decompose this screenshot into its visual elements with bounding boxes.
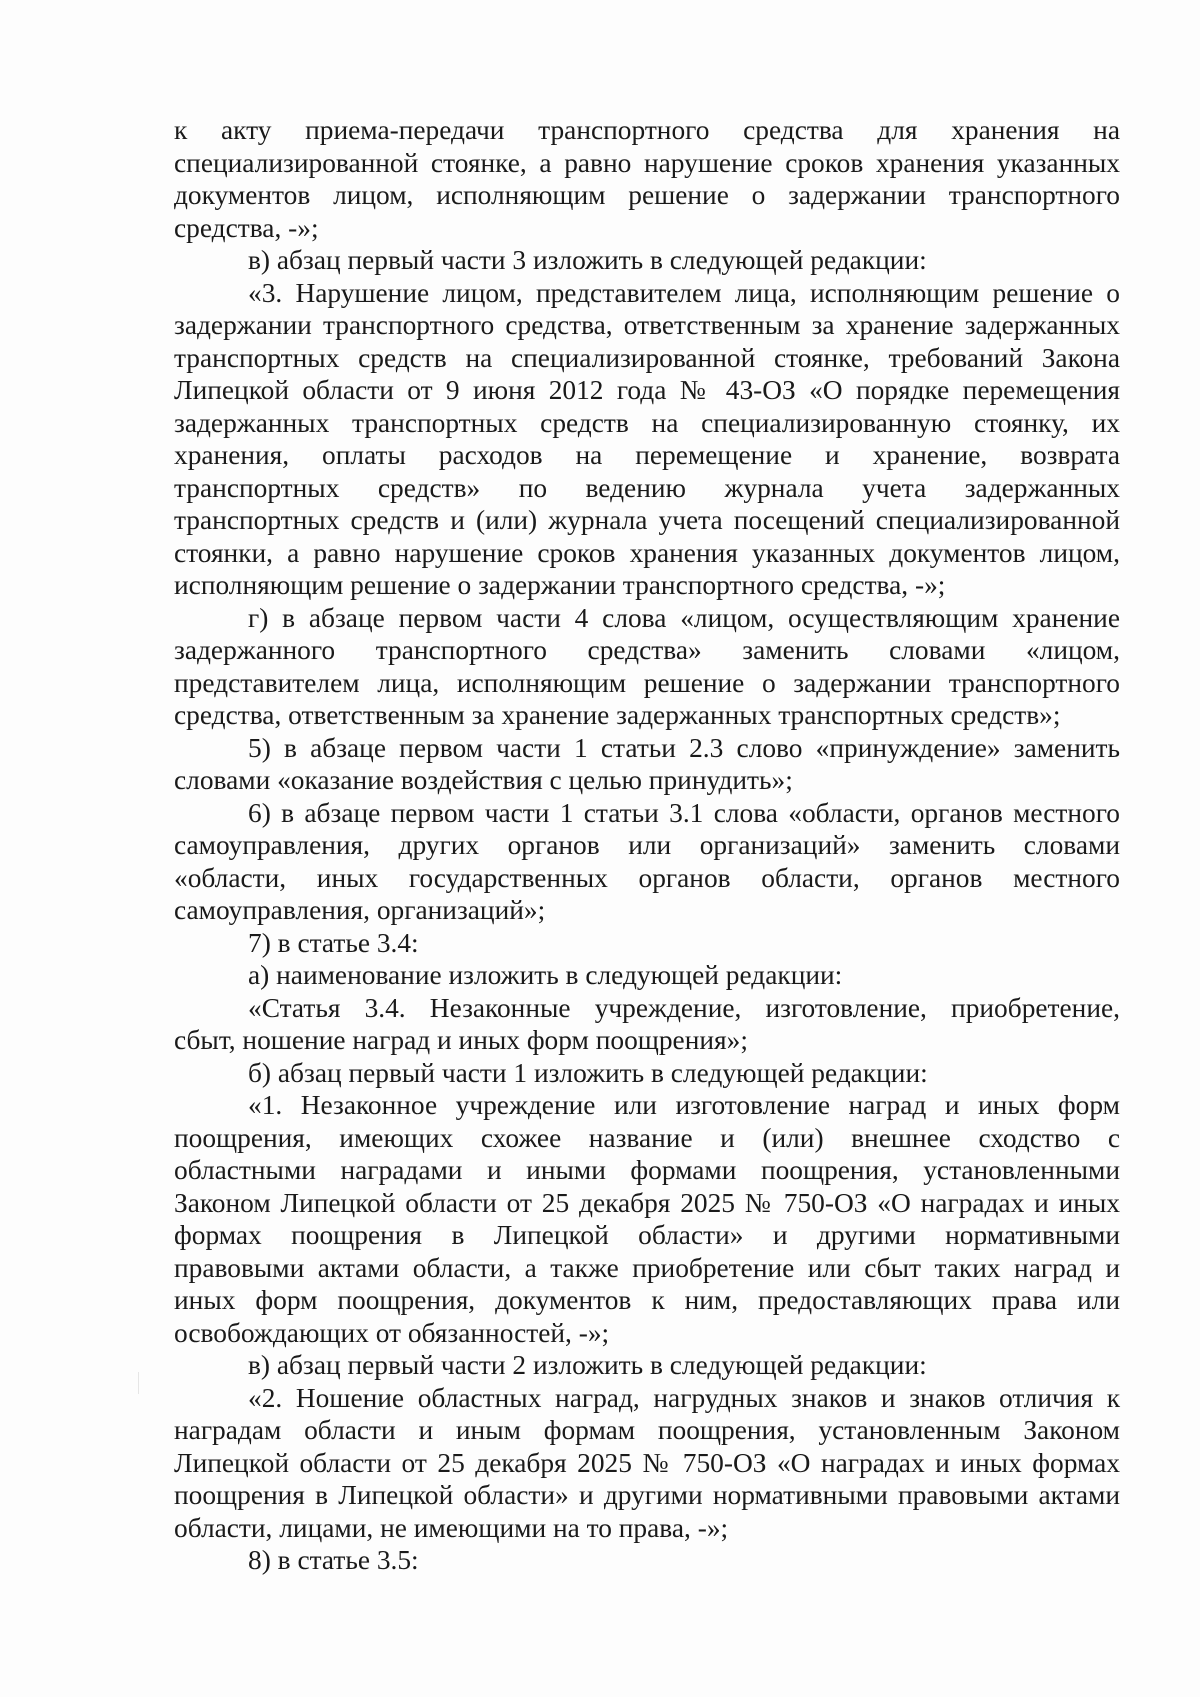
document-line: самоуправления, других органов или организаций» заменить словами	[174, 830, 1120, 860]
document-line: самоуправления, организаций»;	[174, 895, 546, 925]
document-line: к акту приема-передачи транспортного средства для хранения на	[174, 115, 1120, 145]
document-line: 8) в статье 3.5:	[248, 1545, 419, 1575]
document-line: задержанного транспортного средства» заменить словами «лицом,	[174, 635, 1120, 665]
document-line: освобождающих от обязанностей, -»;	[174, 1317, 610, 1348]
document-line: областными наградами и иными формами поощрения, установленными	[174, 1155, 1120, 1185]
document-line: наградам области и иным формам поощрения, установленным Законом	[174, 1415, 1120, 1445]
document-line: правовыми актами области, а также приобретение или сбыт таких наград и	[174, 1252, 1120, 1283]
document-line: в) абзац первый части 2 изложить в следующей редакции:	[248, 1350, 927, 1380]
document-line: области, лицами, не имеющими на то права, -»;	[174, 1512, 729, 1543]
document-line: Законом Липецкой области от 25 декабря 2025 № 750-ОЗ «О наградах и иных	[174, 1187, 1120, 1218]
document-line: средства, -»;	[174, 212, 319, 243]
document-line: формах поощрения в Липецкой области» и другими нормативными	[174, 1220, 1120, 1250]
document-line: 7) в статье 3.4:	[248, 927, 419, 958]
document-line: поощрения, имеющих схожее название и (или) внешнее сходство с	[174, 1122, 1120, 1153]
document-line: специализированной стоянке, а равно нарушение сроков хранения указанных	[174, 147, 1120, 178]
document-line: задержании транспортного средства, ответственным за хранение задержанных	[174, 310, 1120, 340]
document-line: стоянки, а равно нарушение сроков хранения указанных документов лицом,	[174, 537, 1120, 568]
document-line: хранения, оплаты расходов на перемещение и хранение, возврата	[174, 440, 1120, 470]
document-line: средства, ответственным за хранение задержанных транспортных средств»;	[174, 700, 1061, 730]
document-line: документов лицом, исполняющим решение о задержании транспортного	[174, 180, 1120, 210]
document-line: транспортных средств» по ведению журнала учета задержанных	[174, 472, 1120, 503]
document-line: «3. Нарушение лицом, представителем лица, исполняющим решение о	[248, 277, 1120, 308]
document-line: поощрения в Липецкой области» и другими нормативными правовыми актами	[174, 1480, 1120, 1510]
document-line: «1. Незаконное учреждение или изготовление наград и иных форм	[248, 1090, 1120, 1120]
document-line: 6) в абзаце первом части 1 статьи 3.1 слова «области, органов местного	[248, 797, 1120, 828]
document-line: 5) в абзаце первом части 1 статьи 2.3 слово «принуждение» заменить	[248, 732, 1120, 763]
document-line: транспортных средств и (или) журнала учета посещений специализированной	[174, 505, 1120, 535]
scan-artifact	[138, 1372, 139, 1394]
document-line: б) абзац первый части 1 изложить в следующей редакции:	[248, 1057, 928, 1088]
document-line: транспортных средств на специализированной стоянке, требований Закона	[174, 342, 1120, 373]
document-line: словами «оказание воздействия с целью принудить»;	[174, 765, 793, 795]
document-line: «2. Ношение областных наград, нагрудных знаков и знаков отличия к	[248, 1382, 1120, 1413]
document-line: иных форм поощрения, документов к ним, предоставляющих права или	[174, 1285, 1120, 1315]
document-body	[174, 114, 1120, 1577]
document-line: задержанных транспортных средств на специализированную стоянку, их	[174, 407, 1120, 438]
document-line: представителем лица, исполняющим решение о задержании транспортного	[174, 667, 1120, 698]
document-line: «Статья 3.4. Незаконные учреждение, изготовление, приобретение,	[248, 992, 1120, 1023]
document-line: Липецкой области от 25 декабря 2025 № 750-ОЗ «О наградах и иных формах	[174, 1447, 1120, 1478]
document-line: г) в абзаце первом части 4 слова «лицом, осуществляющим хранение	[248, 602, 1120, 633]
document-line: сбыт, ношение наград и иных форм поощрения»;	[174, 1025, 748, 1055]
document-line: «области, иных государственных органов области, органов местного	[174, 862, 1120, 893]
document-line: исполняющим решение о задержании транспортного средства, -»;	[174, 570, 946, 600]
document-line: а) наименование изложить в следующей редакции:	[248, 960, 843, 990]
document-line: Липецкой области от 9 июня 2012 года № 43-ОЗ «О порядке перемещения	[174, 375, 1120, 405]
document-line: в) абзац первый части 3 изложить в следующей редакции:	[248, 245, 927, 275]
